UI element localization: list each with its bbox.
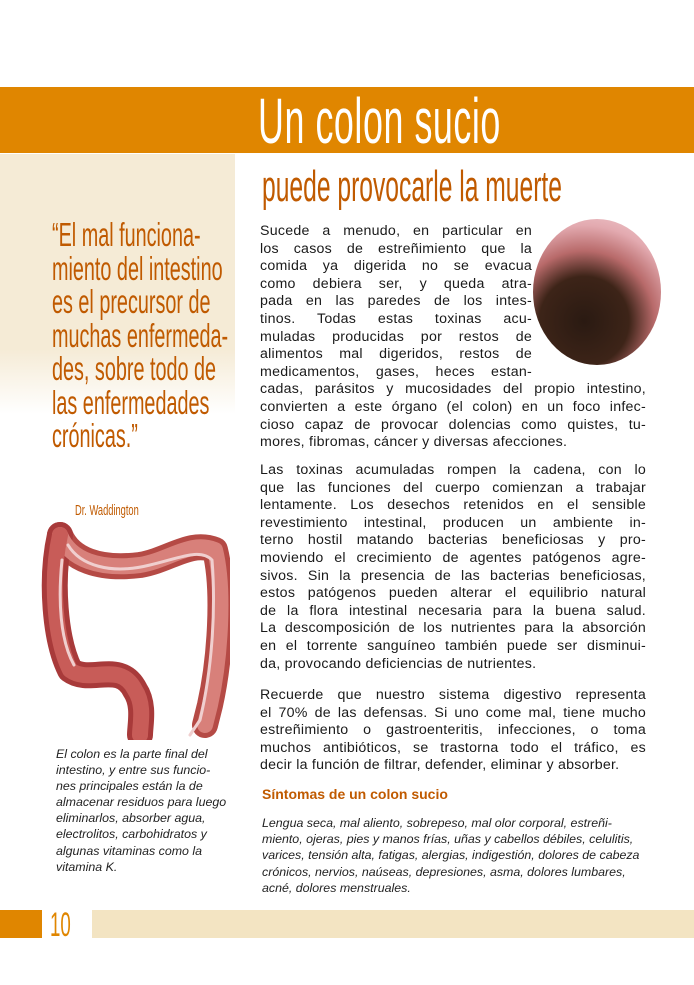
text-line: miento, ojeras, pies y manos frías, uñas y cabellos débiles, celulitis, (262, 832, 634, 847)
text-line: estos patógenos pueden alterar el equilibrio natural (260, 585, 646, 602)
symptoms-heading: Síntomas de un colon sucio (262, 786, 448, 802)
text-line: crónicas.” (52, 417, 138, 454)
text-line: moviendo el crecimiento de agentes patógenos agre- (260, 549, 646, 566)
text-line: crónicos, nervios, naúseas, depresiones, asma, dolores lumbares, (262, 864, 626, 879)
text-line: intestino, y entre sus funcio- (56, 763, 211, 778)
text-line: en el torrente sanguíneo también puede ser disminui- (260, 637, 646, 654)
text-line: de la flora intestinal necesaria para la buena salud. (260, 602, 646, 619)
text-line: estreñimiento o gastroenteritis, infecciones, o toma (260, 722, 646, 739)
text-line: como debiera ser, y queda atra- (260, 275, 532, 292)
text-line: Las toxinas acumuladas rompen la cadena, con lo (260, 462, 646, 478)
text-line: eliminarlos, absorber agua, (56, 811, 206, 826)
text-line: Lengua seca, mal aliento, sobrepeso, mal olor corporal, estreñi- (262, 816, 612, 830)
text-line: nes principales están la de (56, 779, 203, 794)
article-paragraph-2 (260, 462, 646, 673)
text-line: tinos. Todas estas toxinas acu- (260, 310, 532, 327)
text-line: pada en las paredes de los intes- (260, 293, 532, 310)
text-line: sivos. Sin la presencia de las bacterias beneficiosas, (260, 567, 646, 584)
image-caption (56, 746, 231, 875)
text-line: revestimiento intestinal, producen un ambiente in- (260, 514, 646, 531)
text-line: decir la función de filtrar, defender, eliminar y absorber. (260, 757, 620, 774)
page-title: Un colon sucio (258, 85, 501, 157)
text-line: cadas, parásitos y mucosidades del propio intestino, (260, 381, 646, 398)
text-line: vitamina K. (56, 859, 118, 874)
colon-illustration (40, 520, 230, 740)
footer-bar (92, 910, 694, 938)
text-line: es el precursor de (52, 283, 211, 320)
text-line: alimentos mal digeridos, restos de (260, 346, 532, 363)
text-line: des, sobre todo de (52, 350, 217, 387)
page-number: 10 (50, 906, 71, 944)
text-line: medicamentos, gases, heces estan- (260, 363, 532, 380)
text-line: terno hostil matando bacterias beneficiosas y pro- (260, 532, 646, 549)
text-line: electrolitos, carbohidratos y (56, 827, 207, 842)
text-line: las enfermedades (52, 383, 210, 421)
text-line: muchos antibióticos, se trastorna todo el tráfico, es (260, 739, 646, 756)
text-line: “El mal funciona- (52, 216, 201, 253)
text-line: cioso capaz de provocar dolencias como quistes, tu- (260, 416, 646, 433)
text-line: miento del intestino (52, 249, 223, 287)
text-line: comida ya digerida no se evacua (260, 258, 532, 275)
text-line: La descomposición de los nutrientes para la absorción (260, 620, 646, 637)
text-line: convierten a este órgano (el colon) en un foco infec- (260, 398, 646, 415)
text-line: varices, tensión alta, fatigas, alergias, indigestión, dolores de cabeza (262, 848, 640, 863)
text-line: los casos de estreñimiento que la (260, 240, 532, 257)
text-line: da, provocando deficiencias de nutrientes. (260, 655, 537, 672)
text-line: Recuerde que nuestro sistema digestivo representa (260, 687, 646, 703)
text-line: el 70% de las defensas. Si uno come mal, tiene mucho (260, 704, 646, 721)
text-line: lentamente. Los desechos retenidos en el sensible (260, 497, 646, 514)
quote-author: Dr. Waddington (75, 502, 139, 519)
article-paragraph-3 (260, 687, 646, 775)
text-line: que las funciones del cuerpo comienzan a trabajar (260, 479, 646, 496)
footer-square (0, 910, 42, 938)
text-line: mores, fibromas, cáncer y diversas afecciones. (260, 434, 568, 451)
text-line: algunas vitaminas como la (56, 843, 203, 858)
article-paragraph-1 (260, 223, 646, 452)
text-line: Sucede a menudo, en particular en (260, 223, 532, 239)
text-line: muchas enfermeda- (52, 316, 229, 354)
symptoms-list (262, 815, 652, 896)
text-line: muladas producidas por restos de (260, 328, 532, 345)
page-subtitle: puede provocarle la muerte (262, 162, 562, 211)
text-line: almacenar residuos para luego (56, 795, 227, 810)
text-line: El colon es la parte final del (56, 747, 208, 761)
text-line: acné, dolores menstruales. (262, 880, 411, 895)
